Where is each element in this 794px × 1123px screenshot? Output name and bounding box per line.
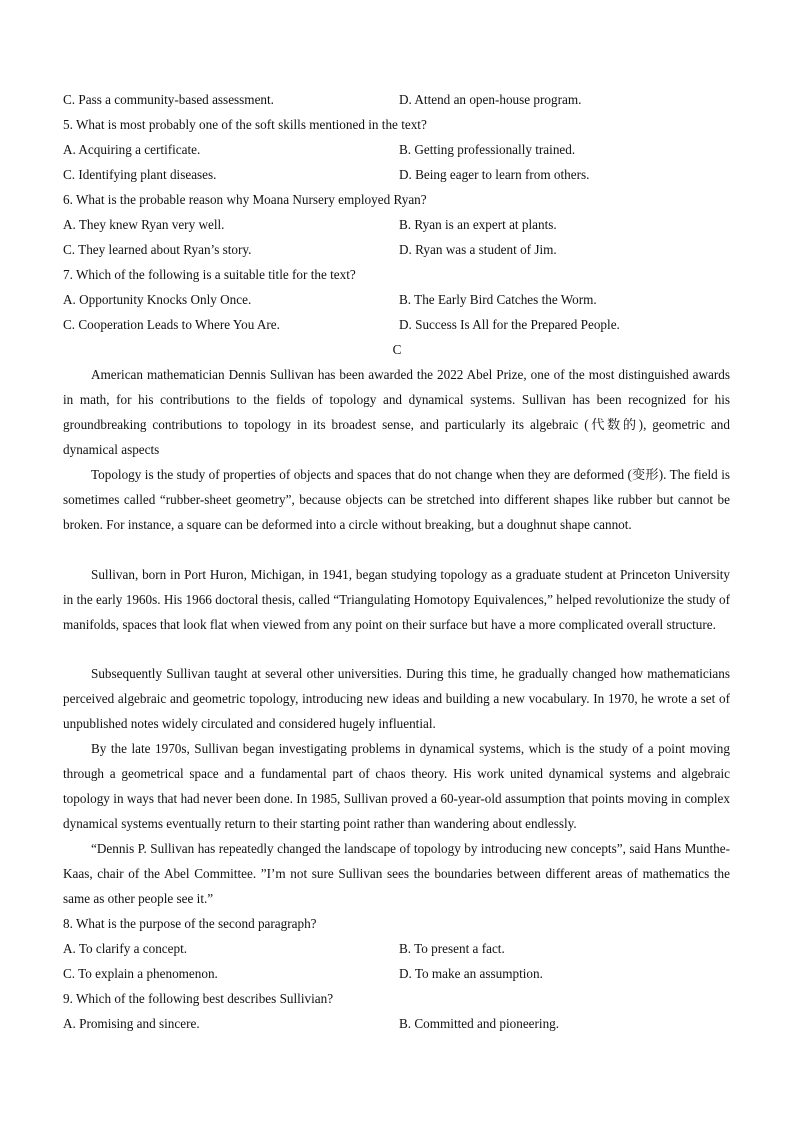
q7-stem: 7. Which of the following is a suitable title for the text? <box>63 267 356 282</box>
q7-option-d: D. Success Is All for the Prepared People. <box>399 317 620 332</box>
q8-option-b: B. To present a fact. <box>399 941 505 956</box>
q8-option-c: C. To explain a phenomenon. <box>63 966 218 981</box>
q7-option-b: B. The Early Bird Catches the Worm. <box>399 292 597 307</box>
q5-option-b: B. Getting professionally trained. <box>399 142 576 157</box>
section-label: C <box>392 342 402 357</box>
q8-stem: 8. What is the purpose of the second paragraph? <box>63 916 317 931</box>
passage-paragraph-1: American mathematician Dennis Sullivan has been awarded the 2022 Abel Prize, one of the most distinguished awards in math, for his contributions to the fields of topology and dynamical systems. Sullivan has been recognized for his groundbreaking contributions to topology in its broadest sense, and particularly its algebraic (代数的), geometric and dynamical aspects <box>63 367 730 457</box>
q9-option-b: B. Committed and pioneering. <box>399 1016 560 1031</box>
q6-option-d: D. Ryan was a student of Jim. <box>399 242 557 257</box>
q9-option-a: A. Promising and sincere. <box>63 1016 200 1031</box>
q6-stem: 6. What is the probable reason why Moana Nursery employed Ryan? <box>63 192 427 207</box>
q9-stem: 9. Which of the following best describes Sullivian? <box>63 991 334 1006</box>
q8-option-a: A. To clarify a concept. <box>63 941 188 956</box>
q4-option-d: D. Attend an open-house program. <box>399 92 582 107</box>
q7-option-c: C. Cooperation Leads to Where You Are. <box>63 317 280 332</box>
passage-paragraph-2: Topology is the study of properties of objects and spaces that do not change when they are deformed (变形). The field is sometimes called “rubber-sheet geometry”, because objects can be stretched into different shapes like rubber but cannot be broken. For instance, a square can be deformed into a circle without breaking, but a doughnut shape cannot. <box>63 467 730 532</box>
q6-option-c: C. They learned about Ryan’s story. <box>63 242 252 257</box>
q6-option-a: A. They knew Ryan very well. <box>63 217 225 232</box>
q4-option-c: C. Pass a community-based assessment. <box>63 92 274 107</box>
q5-stem: 5. What is most probably one of the soft skills mentioned in the text? <box>63 117 427 132</box>
q6-option-b: B. Ryan is an expert at plants. <box>399 217 557 232</box>
q5-option-c: C. Identifying plant diseases. <box>63 167 217 182</box>
passage-paragraph-5: By the late 1970s, Sullivan began investigating problems in dynamical systems, which is the study of a point moving through a geometrical space and a fundamental part of chaos theory. His work united dynamical systems and algebraic topology in ways that had never been done. In 1985, Sullivan proved a 60-year-old assumption that points moving in complex dynamical systems eventually return to their starting point rather than wandering about endlessly. <box>63 741 730 831</box>
q5-option-d: D. Being eager to learn from others. <box>399 167 590 182</box>
q7-option-a: A. Opportunity Knocks Only Once. <box>63 292 252 307</box>
passage-paragraph-4: Subsequently Sullivan taught at several other universities. During this time, he gradually changed how mathematicians perceived algebraic and geometric topology, introducing new ideas and building a new vocabulary. In 1970, he wrote a set of unpublished notes widely circulated and considered hugely influential. <box>63 666 730 731</box>
q5-option-a: A. Acquiring a certificate. <box>63 142 201 157</box>
q8-option-d: D. To make an assumption. <box>399 966 543 981</box>
passage-paragraph-3: Sullivan, born in Port Huron, Michigan, in 1941, began studying topology as a graduate student at Princeton University in the early 1960s. His 1966 doctoral thesis, called “Triangulating Homotopy Equivalences,” helped revolutionize the study of manifolds, spaces that look flat when viewed from any point on their surface but have a more complicated overall structure. <box>63 567 730 632</box>
passage-paragraph-6: “Dennis P. Sullivan has repeatedly changed the landscape of topology by introducing new concepts”, said Hans Munthe-Kaas, chair of the Abel Committee. ”I’m not sure Sullivan sees the boundaries between different areas of mathematics the same as other people see it.” <box>63 841 730 906</box>
